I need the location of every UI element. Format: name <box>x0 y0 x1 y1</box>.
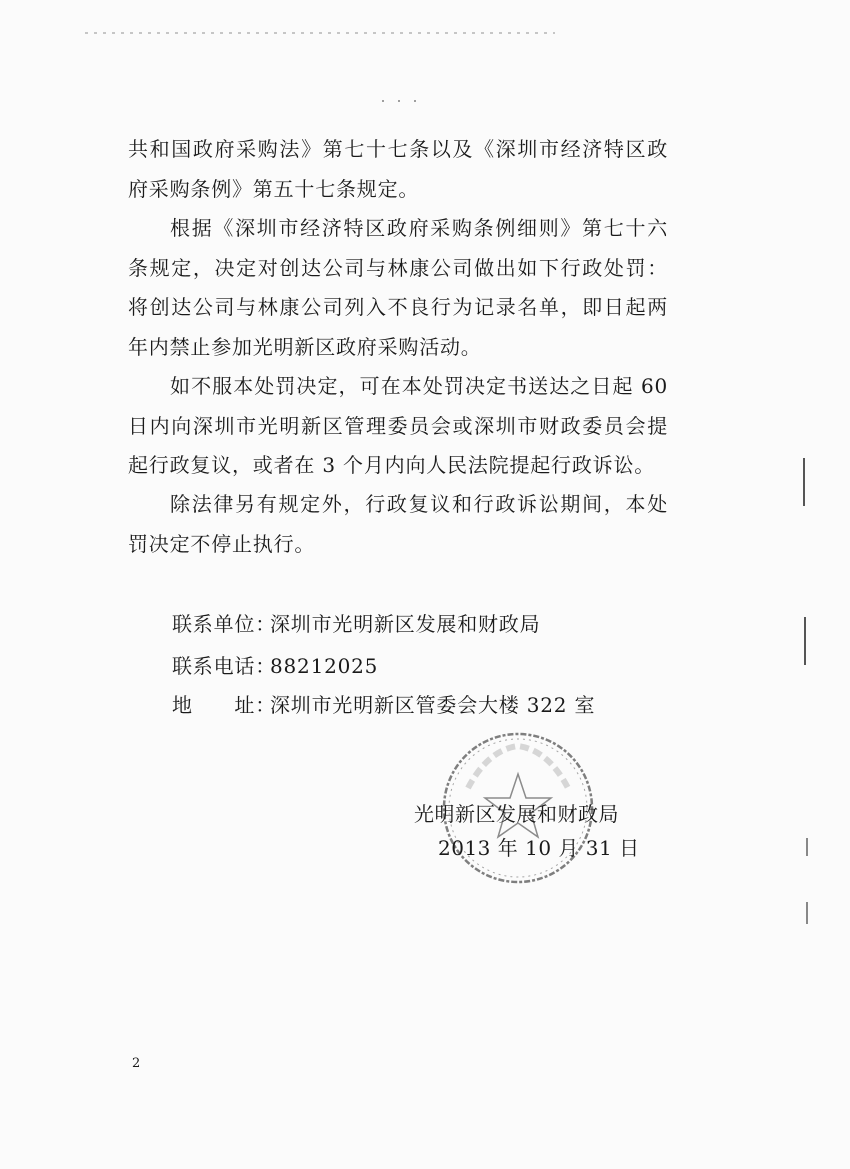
contact-address-value: 深圳市光明新区管委会大楼 322 室 <box>270 693 596 717</box>
scan-edge-mark <box>806 838 808 856</box>
scan-noise-top <box>85 32 555 34</box>
scan-noise-mark <box>382 100 422 102</box>
page-number: 2 <box>132 1056 141 1071</box>
contact-address-label: 地 址： <box>172 693 276 717</box>
contact-phone-value: 88212025 <box>270 654 379 678</box>
contact-phone-label: 联系电话： <box>172 654 276 678</box>
scan-edge-mark <box>803 458 805 506</box>
issue-date: 2013 年 10 月 31 日 <box>438 836 640 860</box>
paragraph-enforcement: 除法律另有规定外，行政复议和行政诉讼期间，本处罚决定不停止执行。 <box>128 492 668 556</box>
paragraph-legal-basis: 共和国政府采购法》第七十七条以及《深圳市经济特区政府采购条例》第五十七条规定。 <box>128 137 668 201</box>
contact-unit-label: 联系单位： <box>172 612 276 636</box>
contact-address <box>172 689 595 718</box>
contact-unit <box>172 608 540 637</box>
contact-phone <box>172 650 378 679</box>
scan-edge-mark <box>806 902 808 924</box>
scan-edge-mark <box>804 617 806 665</box>
paragraph-penalty: 根据《深圳市经济特区政府采购条例细则》第七十六条规定，决定对创达公司与林康公司做出如下行政处罚：将创达公司与林康公司列入不良行为记录名单，即日起两年内禁止参加光明新区政府采购活动。 <box>128 216 668 359</box>
contact-unit-value: 深圳市光明新区发展和财政局 <box>270 612 541 636</box>
paragraph-appeal: 如不服本处罚决定，可在本处罚决定书送达之日起 60 日内向深圳市光明新区管理委员会或深圳市财政委员会提起行政复议，或者在 3 个月内向人民法院提起行政诉讼。 <box>128 374 668 477</box>
issuer-name: 光明新区发展和财政局 <box>414 802 619 826</box>
